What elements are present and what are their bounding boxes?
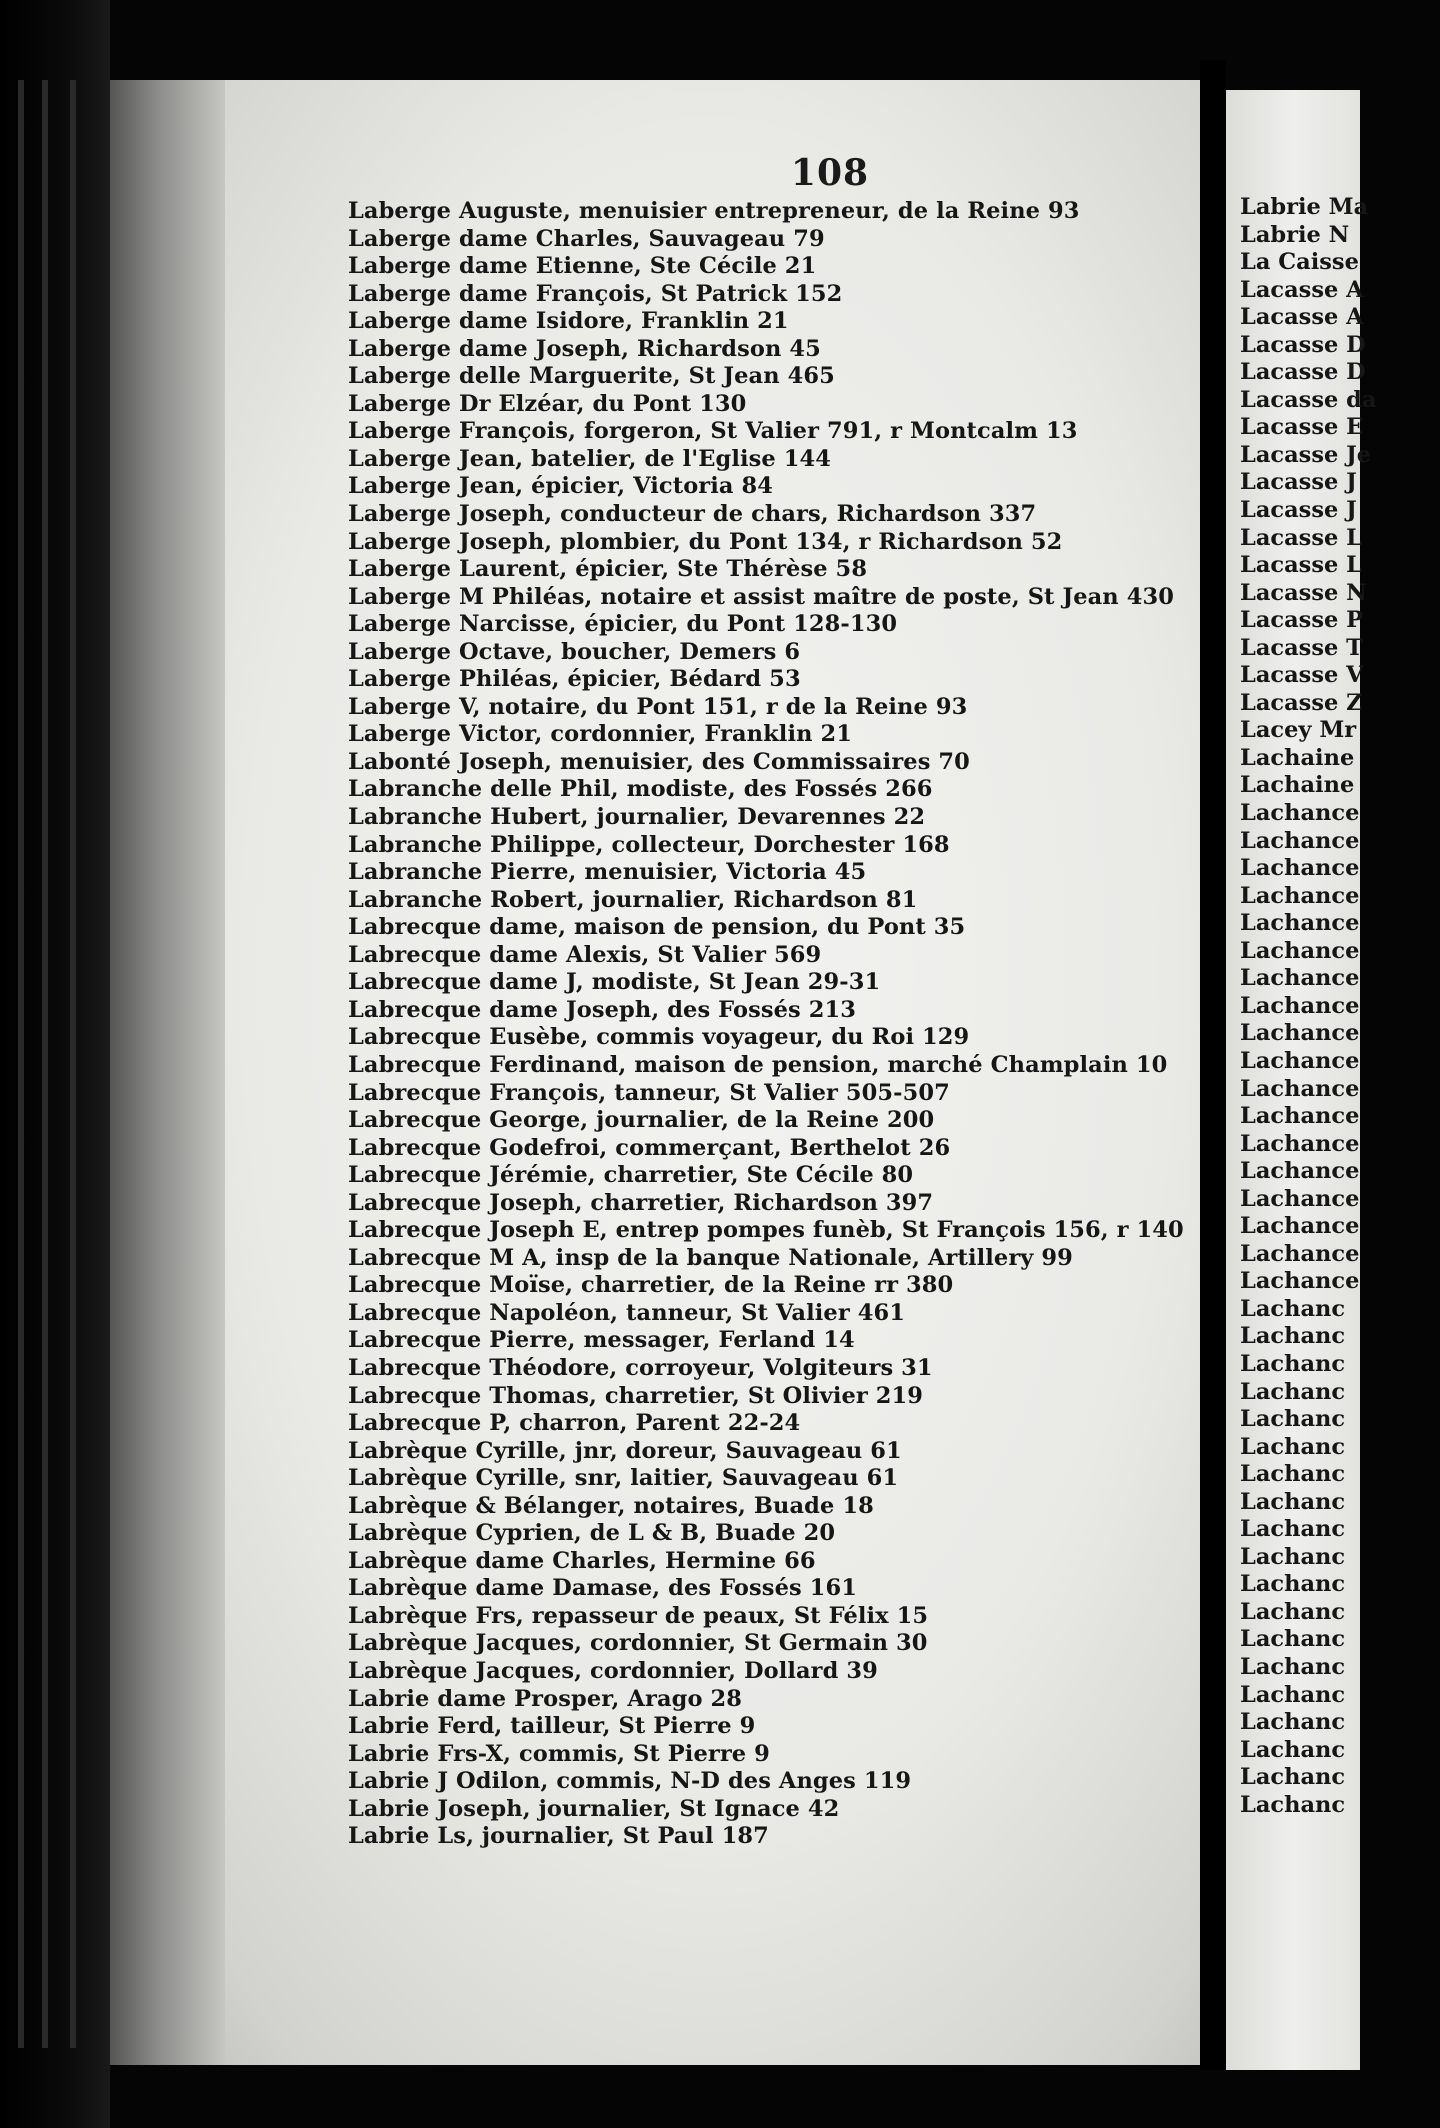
directory-entry: Laberge Victor, cordonnier, Franklin 21 [348,721,852,748]
page-number: 108 [790,152,870,194]
directory-entry: Labrie Frs-X, commis, St Pierre 9 [348,1740,770,1767]
directory-entry: Labrèque dame Charles, Hermine 66 [348,1547,816,1574]
directory-entry: Laberge dame Etienne, Ste Cécile 21 [348,253,817,280]
directory-entry: Laberge Joseph, plombier, du Pont 134, r Richardson 52 [348,528,1063,555]
directory-entry: Labrie J Odilon, commis, N-D des Anges 119 [348,1768,912,1795]
directory-entry: Labranche Robert, journalier, Richardson 81 [348,886,918,913]
directory-entry: Laberge dame Charles, Sauvageau 79 [348,225,825,252]
directory-entry: Lacasse Je [1240,441,1372,468]
directory-entry: Labrecque Jérémie, charretier, Ste Cécile 80 [348,1162,914,1189]
directory-entry: Lachanc [1240,1543,1346,1570]
directory-entry: Labrèque Frs, repasseur de peaux, St Félix 15 [348,1602,929,1629]
directory-entry: Lacasse N [1240,579,1367,606]
directory-entry: Laberge delle Marguerite, St Jean 465 [348,363,835,390]
directory-entry: Laberge M Philéas, notaire et assist maître de poste, St Jean 430 [348,583,1174,610]
directory-entry: Lachance [1240,1020,1360,1047]
directory-entry: Lacasse A [1240,276,1364,303]
directory-entry: Lachanc [1240,1323,1346,1350]
directory-entry: Lachaine [1240,772,1355,799]
directory-entry: Lacasse E [1240,414,1364,441]
directory-entry: Lachanc [1240,1378,1346,1405]
directory-entry: Labranche Pierre, menuisier, Victoria 45 [348,859,867,886]
directory-entry: La Caisse [1240,249,1359,276]
directory-entry: Lachance [1240,1158,1360,1185]
directory-entry: Labrèque dame Damase, des Fossés 161 [348,1575,857,1602]
book-edge-line [42,80,48,2048]
directory-entry: Labrèque & Bélanger, notaires, Buade 18 [348,1492,874,1519]
directory-entry: Lachance [1240,882,1360,909]
directory-entry: Lachanc [1240,1653,1346,1680]
directory-entry: Labrèque Cyrille, snr, laitier, Sauvageau 61 [348,1465,899,1492]
book-edge-line [70,80,76,2048]
directory-entry: Laberge Octave, boucher, Demers 6 [348,638,801,665]
directory-entry: Labranche Philippe, collecteur, Dorchester 168 [348,831,950,858]
scan-frame-left [0,0,110,2128]
directory-entry: Lachance [1240,992,1360,1019]
directory-entries [348,198,1248,1851]
directory-entry: Labrie Joseph, journalier, St Ignace 42 [348,1795,840,1822]
directory-entry: Lachance [1240,1103,1360,1130]
directory-entry: Labrecque François, tanneur, St Valier 505-507 [348,1079,950,1106]
directory-entry: Lacasse da [1240,386,1377,413]
directory-entry: Laberge dame François, St Patrick 152 [348,280,843,307]
directory-entry: Lachanc [1240,1736,1346,1763]
directory-entry: Labrecque Eusèbe, commis voyageur, du Roi 129 [348,1024,970,1051]
directory-entry: Lachance [1240,1268,1360,1295]
directory-entry: Lacasse L [1240,524,1362,551]
directory-entry: Lacasse J [1240,497,1357,524]
directory-entry: Lachanc [1240,1709,1346,1736]
directory-entry: Laberge dame Joseph, Richardson 45 [348,335,821,362]
directory-entry: Lachance [1240,1240,1360,1267]
directory-entry: Lachance [1240,827,1360,854]
directory-entry: Lachanc [1240,1295,1346,1322]
directory-entry: Lacey Mr [1240,717,1357,744]
directory-entry: Lacasse J [1240,469,1357,496]
directory-entry: Lachance [1240,937,1360,964]
book-edge-line [18,80,24,2048]
directory-entry: Labrecque P, charron, Parent 22-24 [348,1410,801,1437]
directory-entry: Laberge Jean, épicier, Victoria 84 [348,473,774,500]
directory-entry: Labrie dame Prosper, Arago 28 [348,1685,743,1712]
directory-entry: Laberge Joseph, conducteur de chars, Richardson 337 [348,501,1037,528]
book-spine [1200,60,1226,2070]
directory-entry: Labrèque Jacques, cordonnier, Dollard 39 [348,1657,878,1684]
directory-entry: Lachance [1240,1047,1360,1074]
directory-entry: Lachance [1240,855,1360,882]
directory-entry: Labrecque dame Joseph, des Fossés 213 [348,996,857,1023]
directory-entry: Labranche delle Phil, modiste, des Fossés 266 [348,776,933,803]
directory-entry: Laberge Laurent, épicier, Ste Thérèse 58 [348,556,868,583]
directory-entry: Lachanc [1240,1626,1346,1653]
directory-entry: Labonté Joseph, menuisier, des Commissaires 70 [348,748,970,775]
directory-entry: Lacasse P [1240,607,1364,634]
directory-entry: Labrecque dame J, modiste, St Jean 29-31 [348,969,881,996]
directory-entry: Laberge Philéas, épicier, Bédard 53 [348,666,801,693]
directory-entry: Lacasse D [1240,359,1366,386]
directory-entry: Lachanc [1240,1350,1346,1377]
directory-entry: Lachanc [1240,1488,1346,1515]
directory-entry: Laberge Narcisse, épicier, du Pont 128-130 [348,611,898,638]
directory-entry: Labrecque Moïse, charretier, de la Reine rr 380 [348,1272,954,1299]
directory-entry: Lacasse D [1240,331,1366,358]
directory-entry: Lachanc [1240,1433,1346,1460]
directory-entry: Lacasse L [1240,552,1362,579]
directory-entry: Lachanc [1240,1516,1346,1543]
directory-entry: Labrie Ferd, tailleur, St Pierre 9 [348,1713,756,1740]
directory-entry: Laberge Dr Elzéar, du Pont 130 [348,390,747,417]
directory-entry: Labrecque Thomas, charretier, St Olivier 219 [348,1382,924,1409]
directory-entry: Lacasse Z [1240,689,1363,716]
directory-entry: Lachance [1240,1213,1360,1240]
directory-entry: Lachaine [1240,744,1355,771]
directory-entry: Labrecque Théodore, corroyeur, Volgiteurs 31 [348,1354,933,1381]
directory-entry: Labrèque Cyprien, de L & B, Buade 20 [348,1520,836,1547]
directory-entry: Laberge Auguste, menuisier entrepreneur, de la Reine 93 [348,198,1080,224]
directory-entry: Lacasse V [1240,662,1364,689]
directory-entry: Labrie N [1240,221,1350,248]
directory-entry: Labrèque Jacques, cordonnier, St Germain 30 [348,1630,928,1657]
directory-entry: Labrèque Cyrille, jnr, doreur, Sauvageau 61 [348,1437,902,1464]
directory-entry: Lachanc [1240,1681,1346,1708]
directory-entry: Labrecque dame, maison de pension, du Pont 35 [348,914,966,941]
directory-entry: Lachanc [1240,1791,1346,1818]
directory-entry: Labranche Hubert, journalier, Devarennes 22 [348,804,926,831]
directory-entry: Lachanc [1240,1571,1346,1598]
directory-entry: Labrecque Godefroi, commerçant, Berthelot 26 [348,1134,951,1161]
directory-entry: Labrecque Joseph, charretier, Richardson 397 [348,1189,934,1216]
page-gutter-shadow [110,80,225,2065]
directory-entry: Labrecque George, journalier, de la Reine 200 [348,1107,935,1134]
right-page-entries [1240,194,1440,1819]
directory-entry: Lachanc [1240,1406,1346,1433]
directory-entry: Lachanc [1240,1461,1346,1488]
directory-entry: Lacasse A [1240,304,1364,331]
directory-entry: Labrecque dame Alexis, St Valier 569 [348,941,822,968]
directory-entry: Lachance [1240,1185,1360,1212]
directory-entry: Labrie Ls, journalier, St Paul 187 [348,1823,769,1850]
directory-entry: Laberge Jean, batelier, de l'Eglise 144 [348,445,832,472]
directory-entry: Lachance [1240,910,1360,937]
directory-entry: Labrecque M A, insp de la banque Nationale, Artillery 99 [348,1244,1073,1271]
directory-entry: Labrecque Napoléon, tanneur, St Valier 461 [348,1299,905,1326]
directory-entry: Labrie Ma [1240,194,1369,220]
directory-entry: Lachanc [1240,1598,1346,1625]
directory-entry: Lachance [1240,1130,1360,1157]
left-page [110,80,1200,2065]
right-page [1226,90,1377,2070]
directory-entry: Labrecque Pierre, messager, Ferland 14 [348,1327,855,1354]
directory-entry: Laberge V, notaire, du Pont 151, r de la Reine 93 [348,693,968,720]
directory-entry: Lachanc [1240,1764,1346,1791]
directory-entry: Lachance [1240,965,1360,992]
directory-entry: Laberge François, forgeron, St Valier 791, r Montcalm 13 [348,418,1078,445]
directory-entry: Lachance [1240,1075,1360,1102]
directory-entry: Lachance [1240,800,1360,827]
directory-entry: Laberge dame Isidore, Franklin 21 [348,308,789,335]
directory-entry: Labrecque Ferdinand, maison de pension, marché Champlain 10 [348,1051,1168,1078]
directory-entry: Labrecque Joseph E, entrep pompes funèb, St François 156, r 140 [348,1217,1184,1244]
directory-entry: Lacasse T [1240,634,1363,661]
